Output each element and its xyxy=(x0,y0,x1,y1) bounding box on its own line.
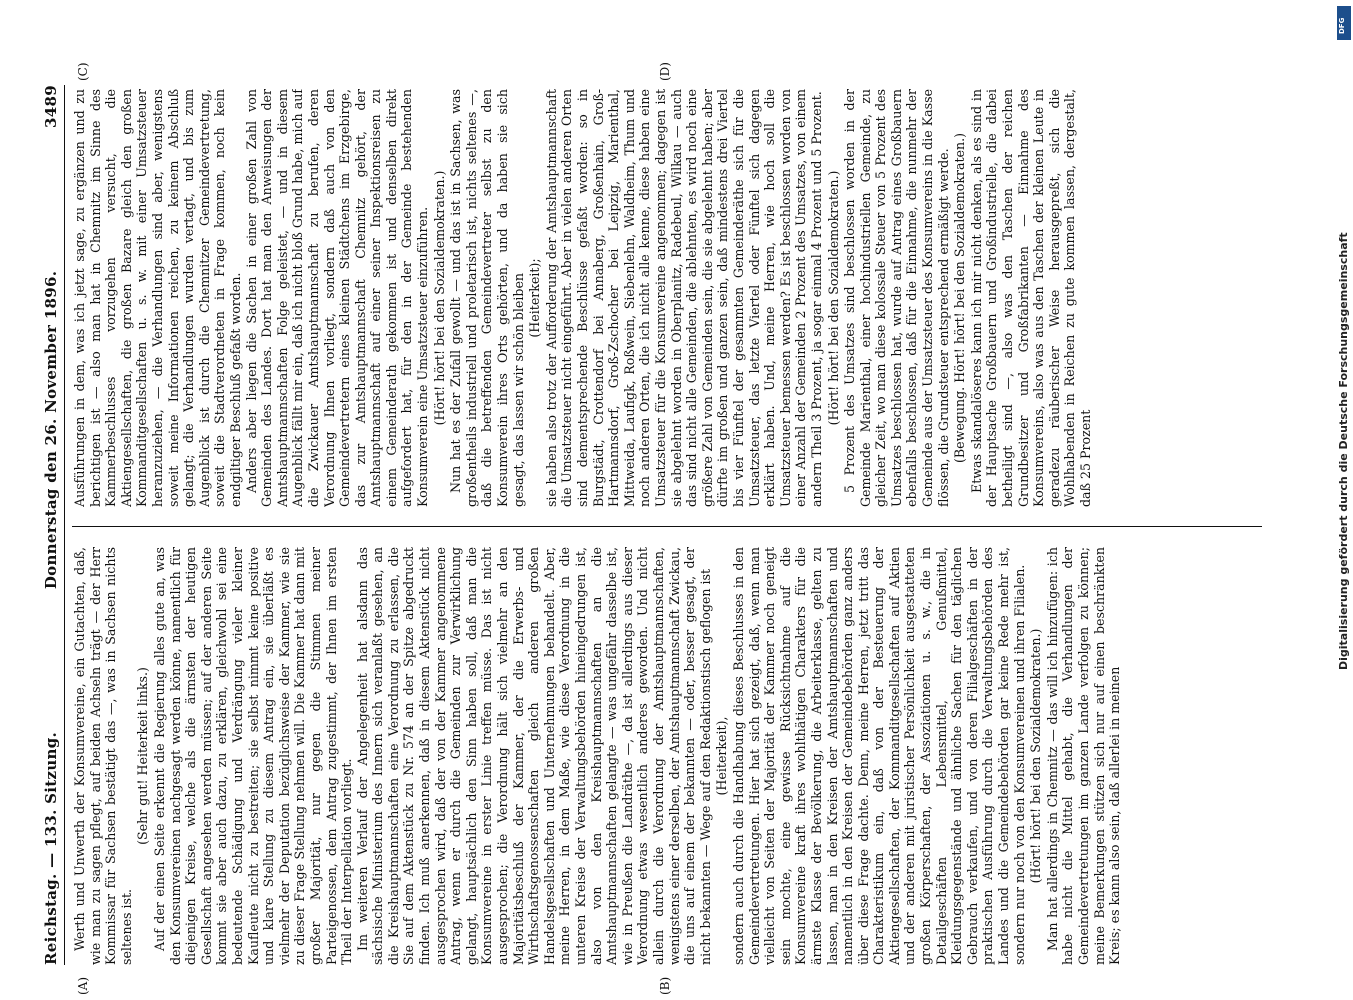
interjection: (Heiterkeit), xyxy=(714,716,730,796)
header-rule xyxy=(64,85,65,965)
paragraph: sondern auch durch die Handhabung dieses Beschlusses in den Gemeindevertretungen. Hier hat sich gezeigt, daß, wenn man vielleicht von Seiten der Majorität der Kammer noch geneigt sein mochte, eine gewisse Rücksichtnahme auf die Konsumvereine kraft ihres wohlthätigen Charakters für die ärmste Klasse der Bevölkerung, die Arbeiterklasse, gelten zu lassen, man in den Kreisen der Amtshauptmannschaften und namentlich in den Kreisen der Gemeindebehörden ganz anders über diese Frage dachte. Denn, meine Herren, jetzt tritt das Charakteristikum ein, daß von der Besteuerung der Aktiengesellschaften, der Kommanditgesellschaften auf Aktien und der anderen mit juristischer Persönlichkeit ausgestatteten großen Körperschaften, der Assoziationen u. s. w., die in Detailgeschäften Lebensmittel, Genußmittel, Kleidungsgegenstände und ähnliche Sachen für den täglichen Gebrauch verkaufen, und von deren Filialgeschäften in der praktischen Ausführung durch die Verwaltungsbehörden des Landes und die Gemeindebehörden gar keine Rede mehr ist, sondern nur noch von den Konsumvereinen und ihren Filialen. xyxy=(730,547,1027,965)
interjection: (Hört! hört! bei den Sozialdemokraten.) xyxy=(1028,628,1044,884)
dfg-logo: DFG xyxy=(1337,6,1351,40)
right-column xyxy=(72,89,1262,507)
page-number: 3489 xyxy=(42,85,60,128)
page-header xyxy=(38,85,60,965)
running-title: Reichstag. — 133. Sitzung. xyxy=(42,731,60,965)
paragraph: Anders aber liegen die Sachen in einer großen Zahl von Gemeinden des Landes. Dort hat man den Anweisungen der Amtshauptmannschaften Folge geleistet, — und in diesem Augenblick fällt mir ein, daß ich nicht bloß Grund habe, mich auf die Zwickauer Amtshauptmannschaft zu berufen, deren Verordnung Ihnen vorliegt, sondern daß auch von den Gemeindevertretern eines kleinen Städtchens im Erzgebirge, das zur Amtshauptmannschaft Chemnitz gehört, der Amtshauptmannschaft auf einer seiner Inspektionsreisen zu einem Gemeinderath gekommen ist und denselben direkt aufgefordert hat, für den in der Gemeinde bestehenden Konsumverein eine Umsatzsteuer einzuführen. xyxy=(243,89,431,507)
margin-marker-a: (A) xyxy=(76,976,90,995)
paragraph: Im weiteren Verlauf der Angelegenheit hat alsdann das sächsische Ministerium des Innern sich veranlaßt gesehen, an die Kreishauptmannschaften eine Verordnung zu erlassen, die Sie auf dem Aktenstück zu Nr. 574 an der Spitze abgedruckt finden. Ich muß anerkennen, daß in diesem Aktenstück nicht ausgesprochen wird, daß der von der Kammer angenommene Antrag, wenn er durch die Gemeinden zur Verwirklichung gelangt, hauptsächlich den Sinn haben soll, daß man die Konsumvereine in erster Linie treffen müsse. Das ist nicht ausgesprochen; die Verordnung hält sich vielmehr an den Majoritätsbeschluß der Kammer, der die Erwerbs- und Wirthschaftsgenossenschaften gleich anderen großen Handelsgesellschaften und Unternehmungen behandelt. Aber, meine Herren, in dem Maße, wie diese Verordnung in die unteren Kreise der Verwaltungsbehörden hineingedrungen ist, also von den Kreishauptmannschaften an die Amtshauptmannschaften gelangte — was ungefähr dasselbe ist, wie in Preußen die Landräthe —, da ist allerdings aus dieser Verordnung etwas wesentlich anderes geworden. Und nicht allein durch die Verordnung der Amtshauptmannschaften, wenigstens einer derselben, der Amtshauptmannschaft Zwickau, die uns auf einem der bekannten — oder, besser gesagt, der nicht bekannten — Wege auf den Redaktionstisch geflogen ist xyxy=(354,547,713,965)
digitization-note xyxy=(1337,10,1351,670)
interjection: (Hört! hört! bei den Sozialdemokraten.) xyxy=(825,170,841,426)
margin-marker-d: (D) xyxy=(658,62,672,81)
paragraph: sie haben also trotz der Aufforderung der Amtshauptmannschaft die Umsatzsteuer nicht eingeführt. Aber in vielen anderen Orten sind dementsprechende Beschlüsse gefaßt worden: so in Burgstädt, Crottendorf bei Annaberg, Großenhain, Groß-Hartmannsdorf, Groß-Zschocher bei Leipzig, Marienthal, Mittweida, Laufigk, Roßwein, Siebenlehn, Waldheim, Thum und noch anderen Orten, die ich nicht alle kenne, diese haben eine Umsatzsteuer für die Konsumvereine angenommen; dagegen ist sie abgelehnt worden in Oberplanitz, Radebeul, Wilkau — auch das sind nicht alle Gemeinden, die ablehnten, es wird noch eine größere Zahl von Gemeinden sein, die sie abgelehnt haben; aber dürfte im großen und ganzen sein, daß mindestens drei Viertel bis vier Fünftel der gesammten Gemeinderäthe sich für die Umsatzsteuer, das letzte Viertel oder Fünftel sich dagegen erklärt haben. Und, meine Herren, wie hoch soll die Umsatzsteuer bemessen werden? Es ist beschlossen worden von einer Anzahl der Gemeinden 2 Prozent des Umsatzes, von einem andern Theil 3 Prozent, ja sogar einmal 4 Prozent und 5 Prozent. xyxy=(543,89,824,507)
session-date: Donnerstag den 26. November 1896. xyxy=(42,270,60,590)
paragraph: Nun hat es der Zufall gewollt — und das ist in Sachsen, was großentheils industriell und proletarisch ist, nichts seltenes —, daß die betreffenden Gemeindevertreter selbst zu den Konsumverein ihres Orts gehörten, und da haben sie sich gesagt, das lassen wir schön bleiben xyxy=(448,89,526,507)
interjection: (Heiterkeit); xyxy=(527,258,543,338)
left-column xyxy=(72,547,1262,965)
rotated-page xyxy=(38,62,1278,995)
paragraph: 5 Prozent des Umsatzes sind beschlossen worden in der Gemeinde Marienthal, einer hochindustriellen Gemeinde, zu gleicher Zeit, wo man diese kolossale Steuer von 5 Prozent des Umsatzes beschlossen hat, wurde auf Antrag eines Großbauern ebenfalls beschlossen, daß für die Einnahme, die nunmehr der Gemeinde aus der Umsatzsteuer des Konsumvereins in die Kasse flössen, die Grundsteuer entsprechend ermäßigt werde. xyxy=(842,89,951,507)
column-divider xyxy=(72,526,1262,527)
paragraph: Man hat allerdings in Chemnitz — das will ich hinzufügen: ich habe nicht die Mittel gehabt, die Verhandlungen der Gemeindevertretungen im ganzen Lande verfolgen zu können; meine Bemerkungen stützen sich nur auf einen beschränkten Kreis; es kann also sein, daß allerlei in meinen xyxy=(1044,547,1123,965)
interjection: (Hört! hört! bei den Sozialdemokraten.) xyxy=(431,170,447,426)
margin-marker-b: (B) xyxy=(658,976,672,995)
paragraph: Auf der einen Seite erkennt die Regierung alles gute an, was den Konsumvereinen nachgesagt werden könne, namentlich für diejenigen Kreise, welche als die ärmsten der heutigen Gesellschaft angesehen werden müssen; auf der anderen Seite kommt sie aber auch dazu, zu erklären, gleichwohl sei eine bedeutende Schädigung und Verdrängung vieler kleiner Kaufleute nicht zu bestreiten; sie selbst nimmt keine positive und klare Stellung zu diesem Antrag ein, sie überläßt es vielmehr der Deputation bezüglichsweise der Kammer, wie sie zu dieser Frage Stellung nehmen will. Die Kammer hat dann mit großer Majorität, nur gegen die Stimmen meiner Parteigenossen, dem Antrag zugestimmt, der Ihnen im ersten Theil der Interpellation vorliegt. xyxy=(151,547,355,965)
interjection: (Bewegung. Hört! hört! bei den Sozialdemokraten.) xyxy=(952,132,968,464)
digitization-note-text: Digitalisierung gefördert durch die Deutsche Forschungsgemeinschaft xyxy=(1337,232,1350,670)
paragraph: Werth und Unwerth der Konsumvereine, ein Gutachten, daß, wie man zu sagen pflegt, auf beiden Achseln trägt — der Herr Kommissar für Sachsen bestätigt das —, was in Sachsen nichts seltenes ist. xyxy=(72,547,134,965)
paragraph: Ausführungen in dem, was ich jetzt sage, zu ergänzen und zu berichtigen ist — also man hat in Chemnitz im Sinne des Kammerbeschlusses vorzugehen versucht, die Aktiengesellschaften, die großen Bazare gleich den großen Kommanditgesellschaften u. s. w. mit einer Umsatzsteuer heranzuziehen, — die Verhandlungen sind aber, wenigstens soweit meine Informationen reichen, zu keinem Abschluß gelangt; die Verhandlungen wurden vertagt, und bis zum Augenblick ist durch die Chemnitzer Gemeindevertretung, soweit die Stadtverordneten in Frage kommen, noch kein endgiltiger Beschluß gefaßt worden. xyxy=(72,89,243,507)
margin-marker-c: (C) xyxy=(76,62,90,81)
interjection: (Sehr gut! Heiterkeit links.) xyxy=(135,667,151,845)
paragraph: Etwas skandalöseres kann ich mir nicht denken, als es sind in der Hauptsache Großbauern und Großindustrielle, die dabei betheiligt sind —, also was den Taschen der reichen Grundbesitzer und Großfabrikanten — Einnahme des Konsumvereins, also was aus den Taschen der kleinen Leute in geradezu räuberischer Weise herausgepreßt, sich die Wohlhabenden in Reichen zu gute kommen lassen, dergestalt, daß 25 Prozent xyxy=(968,89,1093,507)
